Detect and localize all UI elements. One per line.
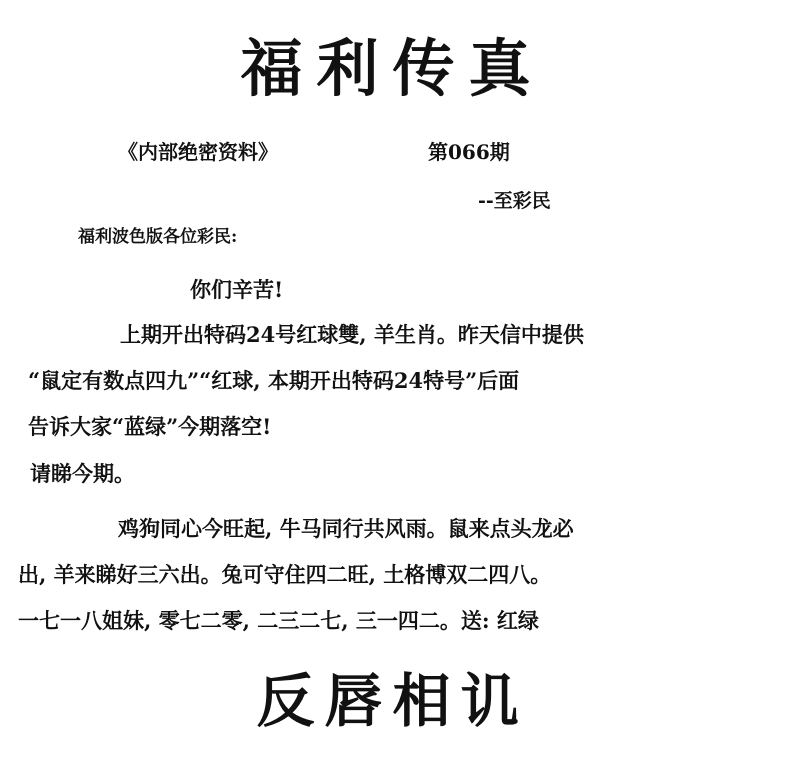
footer-title: 反唇相讥 — [256, 667, 529, 735]
confidential-subtitle: 《内部绝密资料》 — [118, 140, 278, 164]
paragraph-previous-result — [28, 312, 763, 450]
signature-line: --至彩民 — [478, 190, 551, 212]
paragraph-line: 鸡狗同心今旺起, 牛马同行共风雨。鼠来点头龙必 — [118, 516, 574, 541]
paragraph-prediction-verse — [18, 506, 778, 644]
paragraph-line: “鼠定有数点四九”“红球, 本期开出特码24特号”后面 — [28, 368, 520, 393]
paragraph-line: 出, 羊来睇好三六出。兔可守住四二旺, 土格博双二四八。 — [18, 562, 552, 587]
issue-number: 第066期 — [428, 140, 510, 164]
paragraph-line: 上期开出特码24号红球雙, 羊生肖。昨天信中提供 — [120, 322, 584, 347]
cheer-line: 你们辛苦! — [190, 277, 284, 302]
paragraph-line: 一七一八姐妹, 零七二零, 二三二七, 三一四二。送: 红绿 — [18, 608, 539, 633]
paragraph-see-this-issue: 请睇今期。 — [30, 461, 135, 486]
paragraph-line: 告诉大家“蓝绿”今期落空! — [28, 414, 272, 439]
document-title: 福利传真 — [240, 32, 545, 105]
greeting-line: 福利波色版各位彩民: — [78, 227, 238, 247]
